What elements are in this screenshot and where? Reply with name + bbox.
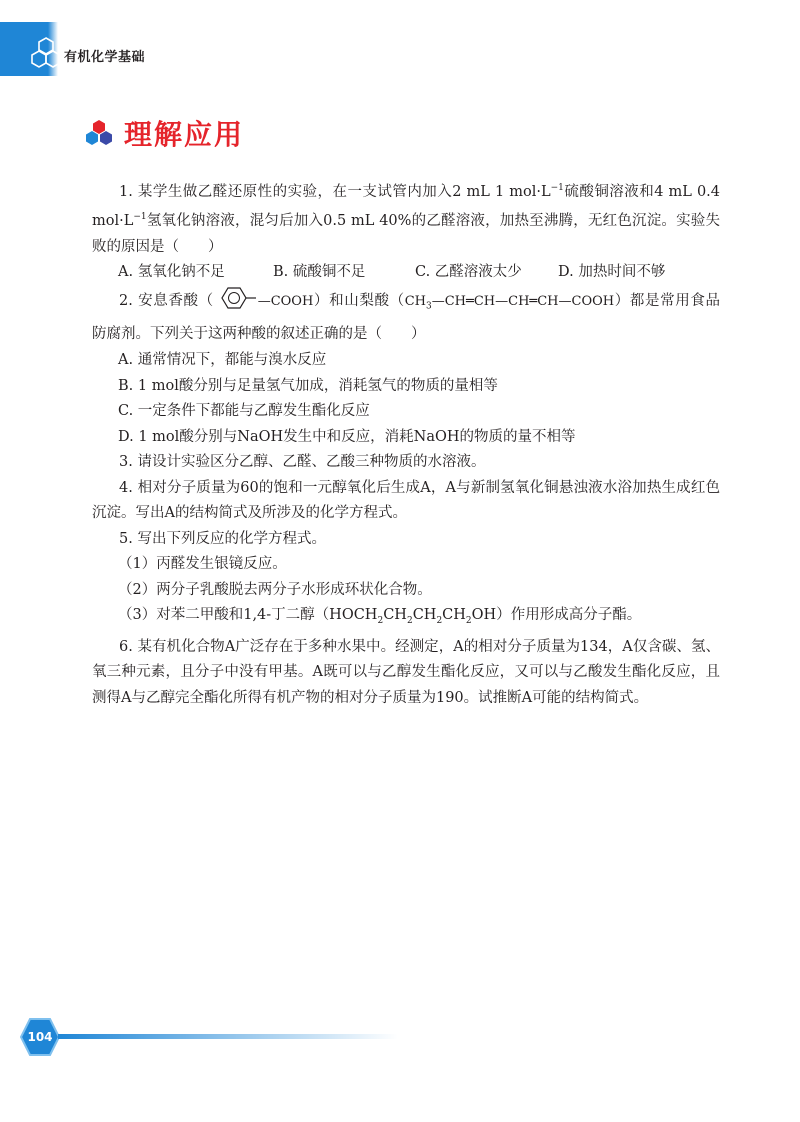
q1-text-lead: 1. 某学生做乙醛还原性的实验，在一支试管内加入2 mL 1 mol·L (119, 183, 551, 200)
q5-item-2: （2）两分子乳酸脱去两分子水形成环状化合物。 (118, 581, 432, 598)
q2-sorbic-formula (404, 293, 615, 312)
q2-text-mid: ）和山梨酸（ (313, 292, 405, 309)
q5-item3-sub1: 2 (377, 616, 384, 627)
q1-text-mid: 硫酸铜溶液和4 mL 0.4 mol·L (92, 183, 721, 230)
question-3: 3. 请设计实验区分乙醇、乙醛、乙酸三种物质的水溶液。 (119, 454, 486, 471)
q5-item-3 (92, 603, 720, 634)
q2-text-rest: ）都是常用食品防腐剂。下列关于这两种酸的叙述正确的是（ ） (92, 292, 721, 343)
q1-option-d: D. 加热时间不够 (558, 264, 666, 281)
q1-sup-2: −1 (133, 212, 147, 223)
footer-rule (58, 1034, 398, 1039)
q1-options (92, 260, 720, 286)
exercise-list (92, 176, 720, 711)
section-title: 理解应用 (124, 118, 245, 151)
q5-item3-d: CH (442, 607, 466, 624)
q1-option-a: A. 氢氧化钠不足 (118, 264, 225, 281)
q5-item3-sub4: 2 (465, 616, 472, 627)
q2-sorbic-part-b: —CH═CH—CH═CH—COOH (431, 293, 615, 309)
q1-option-b: B. 硫酸铜不足 (273, 264, 366, 281)
q2-sorbic-part-a: CH (404, 293, 426, 309)
q1-text-rest: 氢氧化钠溶液，混匀后加入0.5 mL 40%的乙醛溶液，加热至沸腾，无红色沉淀。实验失败的原因是（ ） (92, 213, 720, 255)
q5-item3-sub2: 2 (406, 616, 413, 627)
hexagon-cluster-icon (28, 36, 64, 76)
benzene-ring-icon (216, 286, 256, 310)
q2-benzoic-formula: —COOH (257, 293, 314, 309)
cube-cluster-icon (84, 119, 114, 147)
q5-item3-sub3: 2 (436, 616, 443, 627)
page-number: 104 (27, 1030, 53, 1044)
q5-item-1: （1）丙醛发生银镜反应。 (118, 556, 287, 573)
q5-item3-c: CH (412, 607, 437, 624)
question-6: 6. 某有机化合物A广泛存在于多种水果中。经测定，A的相对分子质量为134，A仅含碳、氢、氧三种元素，且分子中没有甲基。A既可以与乙醇发生酯化反应，又可以与乙酸发生酯化反应，且测得A与乙醇完全酯化所得有机产物的相对分子质量为190。试推断A可能的结构简式。 (92, 638, 720, 706)
question-2 (92, 286, 720, 349)
q2-option-b: B. 1 mol酸分别与足量氢气加成，消耗氢气的物质的量相等 (118, 377, 498, 394)
q5-item3-e: OH）作用形成高分子酯。 (471, 607, 642, 624)
q2-text-lead: 2. 安息香酸（ (119, 292, 214, 309)
book-title: 有机化学基础 (64, 50, 146, 65)
question-1 (92, 176, 720, 260)
q1-sup-1: −1 (550, 183, 564, 193)
q2-option-d: D. 1 mol酸分别与NaOH发生中和反应，消耗NaOH的物质的量不相等 (118, 428, 576, 445)
q2-option-a: A. 通常情况下，都能与溴水反应 (118, 352, 327, 369)
question-5: 5. 写出下列反应的化学方程式。 (119, 530, 326, 547)
q2-sorbic-sub: 3 (426, 301, 432, 312)
question-4: 4. 相对分子质量为60的饱和一元醇氧化后生成A，A与新制氢氧化铜悬浊液水浴加热生成红色沉淀。写出A的结构简式及所涉及的化学方程式。 (92, 479, 720, 522)
q1-option-c: C. 乙醛溶液太少 (415, 264, 522, 281)
q2-option-c: C. 一定条件下都能与乙醇发生酯化反应 (118, 403, 370, 420)
q5-item3-b: CH (383, 607, 407, 624)
q5-item3-a: （3）对苯二甲酸和1,4-丁二醇（HOCH (118, 607, 378, 624)
